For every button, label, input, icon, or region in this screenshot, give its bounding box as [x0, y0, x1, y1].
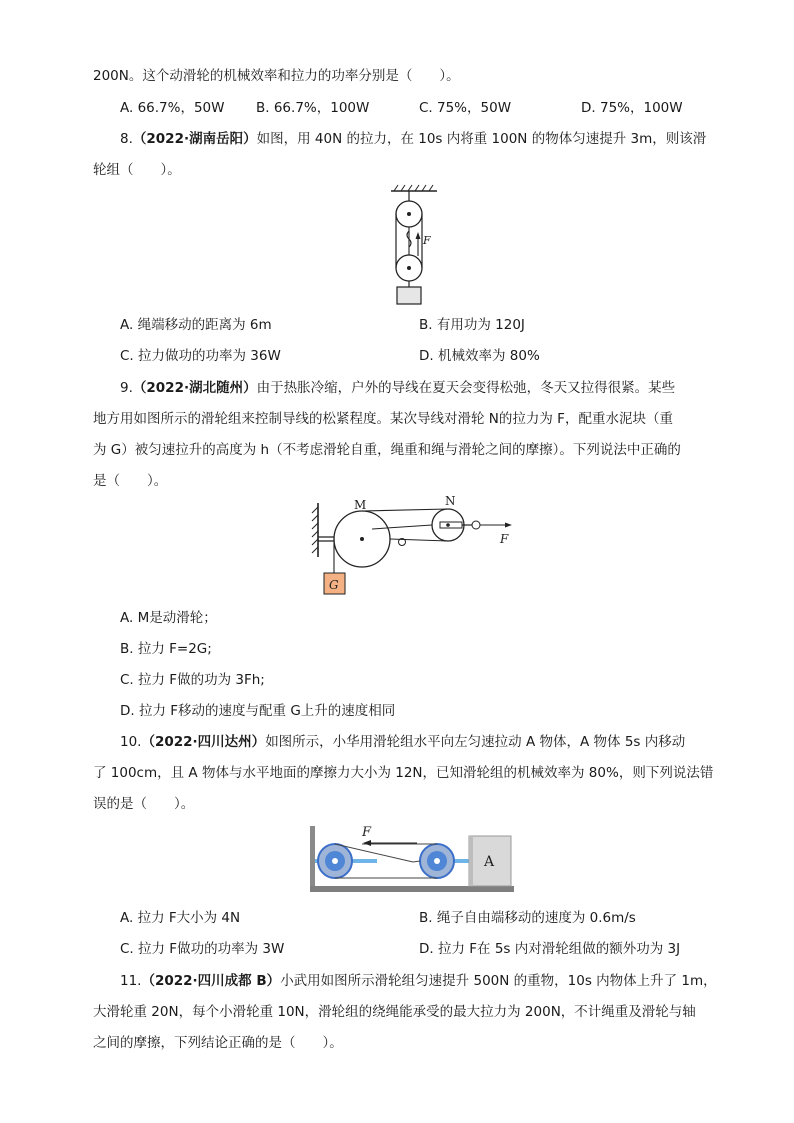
q10-option-c[interactable]: C. 拉力 F做功的功率为 3W	[120, 941, 285, 957]
q9-source: （2022·湖北随州）	[132, 380, 257, 396]
q10-option-d[interactable]: D. 拉力 F在 5s 内对滑轮组做的额外功为 3J	[419, 941, 681, 957]
q10-source: （2022·四川达州）	[141, 734, 266, 750]
q10-stem-line1	[120, 732, 685, 752]
q8-number: 8.	[120, 131, 133, 147]
q9-stem-line4: 是（ ）。	[93, 473, 168, 489]
q9-number: 9.	[120, 380, 133, 396]
q8-pulley-figure	[385, 184, 455, 308]
q8-stem-text: 如图，用 40N 的拉力，在 10s 内将重 100N 的物体匀速提升 3m，则该滑	[256, 131, 707, 147]
q9-stem-text: 由于热胀冷缩，户外的导线在夏天会变得松弛，冬天又拉得很紧。某些	[256, 380, 676, 396]
q9-stem-line3: 为 G）被匀速拉升的高度为 h（不考虑滑轮自重，绳重和绳与滑轮之间的摩擦）。下列说法中正确的	[93, 442, 681, 458]
q10-stem-line3: 误的是（ ）。	[93, 796, 195, 812]
q9-option-a[interactable]: A. M是动滑轮；	[120, 610, 217, 626]
q8-label-f: F	[423, 234, 431, 247]
q10-pulley-figure	[307, 822, 517, 898]
q8-option-b[interactable]: B. 有用功为 120J	[419, 317, 525, 333]
q10-option-a[interactable]: A. 拉力 F大小为 4N	[120, 910, 241, 926]
q9-label-f: F	[500, 532, 509, 546]
q7-option-a[interactable]: A. 66.7%，50W	[120, 100, 225, 116]
q8-option-a[interactable]: A. 绳端移动的距离为 6m	[120, 317, 272, 333]
q8-stem-line1	[120, 129, 706, 149]
q9-stem-line1	[120, 378, 675, 398]
q11-stem-line1	[120, 971, 717, 991]
q9-label-m: M	[354, 498, 367, 512]
q11-number: 11.	[120, 973, 142, 989]
q9-option-d[interactable]: D. 拉力 F移动的速度与配重 G上升的速度相同	[120, 703, 396, 719]
q8-stem-line2: 轮组（ ）。	[93, 162, 181, 178]
q8-source: （2022·湖南岳阳）	[132, 131, 257, 147]
q10-stem-text: 如图所示，小华用滑轮组水平向左匀速拉动 A 物体，A 物体 5s 内移动	[265, 734, 686, 750]
q9-pulley-figure	[306, 495, 526, 600]
q10-label-f: F	[362, 825, 372, 840]
q11-stem-line3: 之间的摩擦，下列结论正确的是（ ）。	[93, 1035, 343, 1051]
q8-option-c[interactable]: C. 拉力做功的功率为 36W	[120, 348, 281, 364]
q9-option-c[interactable]: C. 拉力 F做的功为 3Fh;	[120, 672, 265, 688]
q9-option-b[interactable]: B. 拉力 F=2G;	[120, 641, 212, 657]
q11-stem-line2: 大滑轮重 20N，每个小滑轮重 10N，滑轮组的绕绳能承受的最大拉力为 200N，不计绳重及滑轮与轴	[93, 1004, 696, 1020]
q7-option-b[interactable]: B. 66.7%，100W	[256, 100, 370, 116]
q10-number: 10.	[120, 734, 142, 750]
q10-label-a: A	[484, 854, 495, 870]
q8-option-d[interactable]: D. 机械效率为 80%	[419, 348, 540, 364]
q7-stem-tail: 200N。这个动滑轮的机械效率和拉力的功率分别是（ ）。	[93, 68, 460, 84]
q11-stem-text: 小武用如图所示滑轮组匀速提升 500N 的重物，10s 内物体上升了 1m，	[280, 973, 717, 989]
q9-label-n: N	[445, 495, 456, 508]
q9-stem-line2: 地方用如图所示的滑轮组来控制导线的松紧程度。某次导线对滑轮 N的拉力为 F，配重水泥块（重	[93, 411, 673, 427]
q11-source: （2022·四川成都 B）	[141, 973, 281, 989]
q7-option-c[interactable]: C. 75%，50W	[419, 100, 512, 116]
q10-option-b[interactable]: B. 绳子自由端移动的速度为 0.6m/s	[419, 910, 636, 926]
q7-option-d[interactable]: D. 75%，100W	[581, 100, 683, 116]
q10-stem-line2: 了 100cm，且 A 物体与水平地面的摩擦力大小为 12N，已知滑轮组的机械效率为 80%，则下列说法错	[93, 765, 714, 781]
q9-label-g: G	[329, 578, 339, 592]
